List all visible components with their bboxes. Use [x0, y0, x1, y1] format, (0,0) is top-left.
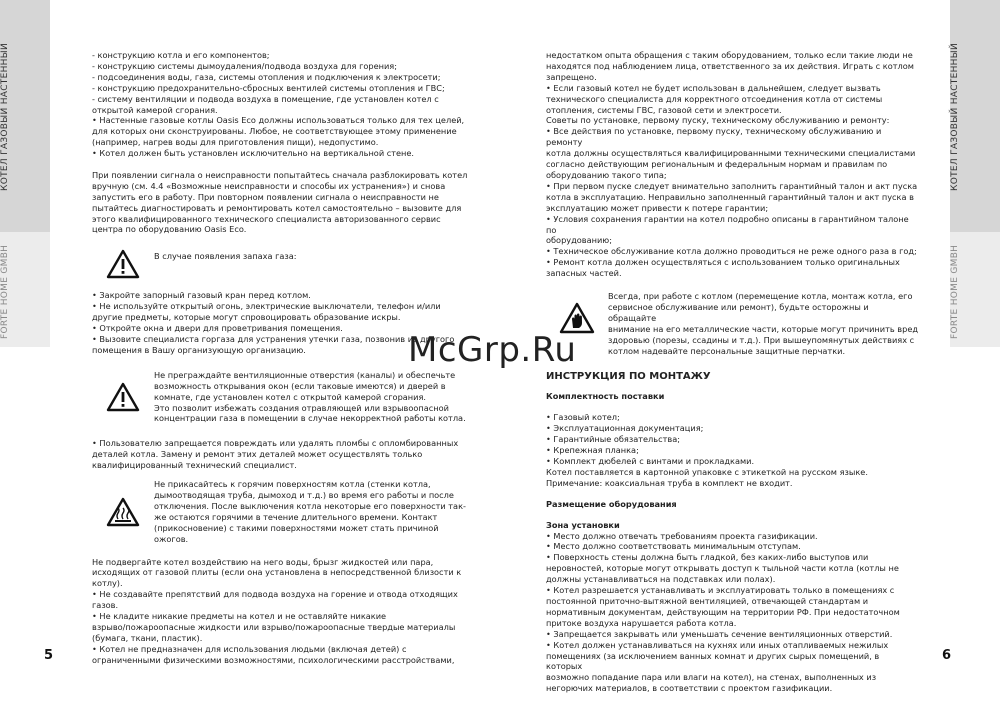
text-line: • Газовый котел; — [546, 412, 620, 423]
text-line: помещениях (за исключением ванных комнат и других сырых помещений, в которых — [546, 650, 880, 672]
watermark: McGrp.Ru — [408, 330, 577, 370]
text-line: для которых они сконструированы. Любое, не соответствующее этому применение — [92, 126, 457, 137]
text-line: Не прикасайтесь к горячим поверхностям котла (стенки котла, — [154, 479, 431, 490]
text-line: ограниченными физическими возможностями, психологическими расстройствами, — [92, 654, 455, 665]
text-line: оборудованию; — [546, 235, 612, 246]
text-line: внимание на его металлические части, которые могут причинить вред — [608, 323, 919, 334]
text-line: дымоотводящая труба, дымоход и т.д.) во время его работы и после — [154, 489, 454, 500]
right-block-1 — [546, 50, 918, 279]
text-line: котлу). — [92, 578, 123, 589]
text-line: • Котел должен быть установлен исключительно на вертикальной стене. — [92, 148, 415, 159]
text-line: пытайтесь диагностировать и ремонтировать котел самостоятельно – вызовите для — [92, 202, 462, 213]
left-sidebar — [0, 0, 50, 717]
right-sidebar-title: КОТЕЛ ГАЗОВЫЙ НАСТЕННЫЙ — [950, 43, 960, 192]
text-line: • Гарантийные обязательства; — [546, 434, 680, 445]
text-line: отопления, системы ГВС, газовой сети и электросети. — [546, 104, 782, 115]
text-line: комнате, где установлен котел с открытой камерой сгорания. — [154, 391, 426, 402]
ventilation-note — [92, 370, 512, 425]
text-line: • Вызовите специалиста горгаза для устранения утечки газа, позвонив из другого — [92, 334, 455, 345]
text-line: Котел поставляется в картонной упаковке с этикеткой на русском языке. — [546, 466, 868, 477]
text-line: взрыво/пожароопасные жидкости или взрыво/пожароопасные твердые материалы — [92, 621, 456, 632]
text-line: Это позволит избежать создания отравляющей или взрывоопасной — [154, 402, 449, 413]
left-block-1 — [92, 50, 512, 159]
text-line: котлом надевайте персональные защитные перчатки. — [608, 345, 846, 356]
text-line: (бумага, ткани, пластик). — [92, 632, 203, 643]
text-line: другие предметы, которые могут спровоцировать образование искры. — [92, 312, 401, 323]
text-line: • Не кладите никакие предметы на котел и не оставляйте никакие — [92, 611, 387, 622]
text-line: • Запрещается закрывать или уменьшать сечение вентиляционных отверстий. — [546, 628, 893, 639]
text-line: • Закройте запорный газовый кран перед котлом. — [92, 290, 311, 301]
left-sidebar-title: КОТЕЛ ГАЗОВЫЙ НАСТЕННЫЙ — [0, 43, 10, 192]
text-line: отключения. После выключения котла некоторые его поверхности так- — [154, 500, 466, 511]
page-number-left: 5 — [44, 648, 54, 663]
text-line: - конструкцию системы дымоудаления/подвода воздуха для горения; — [92, 60, 397, 71]
subheading-placement: Размещение оборудования — [546, 498, 677, 509]
text-line: должны устанавливаться на подставках или полах). — [546, 574, 776, 585]
text-line: помещения в Вашу организующую организацию. — [92, 344, 306, 355]
text-line: • Котел должен устанавливаться на кухнях или иных отапливаемых нежилых — [546, 639, 889, 650]
text-line: • Ремонт котла должен осуществляться с использованием только оригинальных — [546, 257, 900, 268]
text-line: • Если газовый котел не будет использован в дальнейшем, следует вызвать — [546, 82, 881, 93]
text-line: Примечание: коаксиальная труба в комплект не входит. — [546, 477, 793, 488]
text-line: • Настенные газовые котлы Oasis Eco должны использоваться только для тех целей, — [92, 115, 465, 126]
text-line: Не преграждайте вентиляционные отверстия (каналы) и обеспечьте — [154, 369, 456, 380]
text-line: исходящих от газовой плиты (если она установлена в непосредственной близости к — [92, 567, 462, 578]
text-line: - систему вентиляции и подвода воздуха в помещение, где установлен котел с — [92, 93, 439, 104]
text-line: • Котел разрешается устанавливать и эксплуатировать только в помещениях с — [546, 585, 895, 596]
text-line: открытой камерой сгорания. — [92, 104, 218, 115]
text-line: (прикосновение) с такими поверхностями может стать причиной — [154, 522, 439, 533]
subheading-kit: Комплектность поставки — [546, 391, 665, 402]
warning-icon — [92, 247, 154, 281]
text-line: постоянной приточно-вытяжной вентиляцией, отвечающей стандартам и — [546, 595, 869, 606]
right-sidebar-top — [950, 0, 1000, 232]
text-line: технического специалиста для корректного отсоединения котла от системы — [546, 93, 883, 104]
left-block-2 — [92, 170, 512, 235]
warning-icon — [92, 370, 154, 424]
subheading-zone: Зона установки — [546, 519, 620, 530]
left-block-5 — [92, 557, 512, 666]
text-line: газов. — [92, 600, 119, 611]
text-line: концентрации газа в помещении в случае некорректной работы котла. — [154, 413, 466, 424]
text-line: эксплуатацию может привести к потере гарантии; — [546, 202, 769, 213]
text-line: • Условия сохранения гарантии на котел подробно описаны в гарантийном талоне по — [546, 213, 909, 235]
text-line: находятся под наблюдением лица, ответственного за их действия. Играть с котлом — [546, 60, 914, 71]
text-line: неровностей, которые могут открывать доступ к тыльной части котла (котлы не — [546, 563, 899, 574]
text-line: запасных частей. — [546, 268, 622, 279]
gas-smell-note — [92, 247, 512, 281]
text-line: возможность открывания окон (если таковые имеются) и дверей в — [154, 380, 446, 391]
text-line: Не подвергайте котел воздействию на него воды, брызг жидкостей или пара, — [92, 556, 434, 567]
text-line: Всегда, при работе с котлом (перемещение котла, монтаж котла, его — [608, 291, 913, 302]
kit-list — [546, 412, 918, 488]
text-line: • Техническое обслуживание котла должно проводиться не реже одного раза в год; — [546, 246, 917, 257]
text-line: • При первом пуске следует внимательно заполнить гарантийный талон и акт пуска — [546, 180, 918, 191]
hot-surface-note — [92, 479, 512, 544]
right-column — [546, 50, 918, 694]
text-line: • Котел не предназначен для использования людьми (включая детей) с — [92, 643, 407, 654]
text-line: • Место должно соответствовать минимальным отступам. — [546, 541, 801, 552]
text-line: - подсоединения воды, газа, системы отопления и подключения к электросети; — [92, 71, 441, 82]
left-sidebar-brand: FORTE HOME GMBH — [0, 244, 10, 340]
text-line: здоровью (порезы, ссадины и т.д.). При вышеупомянутых действиях с — [608, 334, 915, 345]
text-line: этого квалифицированного технического специалиста авторизованного сервис — [92, 213, 441, 224]
text-line: • Место должно отвечать требованиям проекта газификации. — [546, 530, 818, 541]
page-number-right: 6 — [942, 648, 952, 663]
zone-list — [546, 531, 918, 695]
text-line: нормативным документам, действующим на территории РФ. При недостаточном — [546, 606, 900, 617]
hand-warning-note — [546, 291, 918, 356]
text-line: же остаются горячими в течение длительного времени. Контакт — [154, 511, 438, 522]
text-line: • Комплект дюбелей с винтами и прокладками. — [546, 456, 755, 466]
text-line: центра по оборудованию Oasis Eco. — [92, 224, 247, 235]
left-block-4 — [92, 438, 512, 471]
text-line: • Все действия по установке, первому пуску, техническому обслуживанию и ремонту — [546, 126, 882, 148]
text-line: • Не используйте открытый огонь, электрические выключатели, телефон и/или — [92, 301, 441, 312]
text-line: • Не создавайте препятствий для подвода воздуха на горение и отвода отходящих — [92, 589, 458, 600]
text-line: • Эксплуатационная документация; — [546, 423, 704, 434]
text-line: деталей котла. Замену и ремонт этих деталей может осуществлять только — [92, 449, 423, 460]
text-line: - конструкцию предохранительно-сбросных вентилей системы отопления и ГВС; — [92, 82, 445, 93]
text-line: При появлении сигнала о неисправности попытайтесь сначала разблокировать котел — [92, 169, 468, 180]
right-sidebar-bottom — [950, 232, 1000, 347]
left-sidebar-bottom — [0, 232, 50, 347]
right-sidebar-brand: FORTE HOME GMBH — [950, 244, 960, 340]
text-line: запустить его в работу. При повторном появлении сигнала о неисправности не — [92, 191, 439, 202]
text-line: ожогов. — [154, 533, 189, 544]
right-sidebar — [950, 0, 1000, 717]
text-line: сервисное обслуживание или ремонт), будьте осторожны и обращайте — [608, 301, 869, 323]
text-line: В случае появления запаха газа: — [154, 251, 297, 262]
text-line: запрещено. — [546, 71, 597, 82]
text-line: • Пользователю запрещается повреждать или удалять пломбы с опломбированных — [92, 438, 459, 449]
hot-surface-icon — [92, 479, 154, 544]
text-line: притоке воздуха нарушается работа котла. — [546, 617, 737, 628]
text-line: • Поверхность стены должна быть гладкой, без каких-либо выступов или — [546, 552, 869, 563]
text-line: котла должны осуществляться квалифицированными техническими специалистами — [546, 148, 916, 159]
text-line: недостатком опыта обращения с таким оборудованием, только если такие люди не — [546, 50, 913, 60]
text-line: квалифицированный технический специалист. — [92, 460, 297, 471]
text-line: • Крепежная планка; — [546, 445, 639, 456]
section-heading-installation: ИНСТРУКЦИЯ ПО МОНТАЖУ — [546, 371, 711, 383]
text-line: • Откройте окна и двери для проветривания помещения. — [92, 323, 343, 334]
text-line: (например, нагрев воды для приготовления пищи), недопустимо. — [92, 137, 379, 148]
text-line: возможно попадание пара или влаги на котел), на стенах, выполненных из — [546, 672, 877, 683]
text-line: котла в эксплуатацию. Неправильно заполненный гарантийный талон и акт пуска в — [546, 191, 914, 202]
text-line: вручную (см. 4.4 «Возможные неисправности и способы их устранения») и снова — [92, 180, 446, 191]
text-line: - конструкцию котла и его компонентов; — [92, 50, 270, 60]
text-line: согласно действующим региональным и федеральным нормам и правилам по — [546, 159, 888, 170]
left-sidebar-top — [0, 0, 50, 232]
text-line: негорючих материалов, в соответствии с проектом газификации. — [546, 683, 833, 694]
text-line: Советы по установке, первому пуску, техническому обслуживанию и ремонту: — [546, 115, 890, 126]
text-line: оборудованию такого типа; — [546, 169, 667, 180]
